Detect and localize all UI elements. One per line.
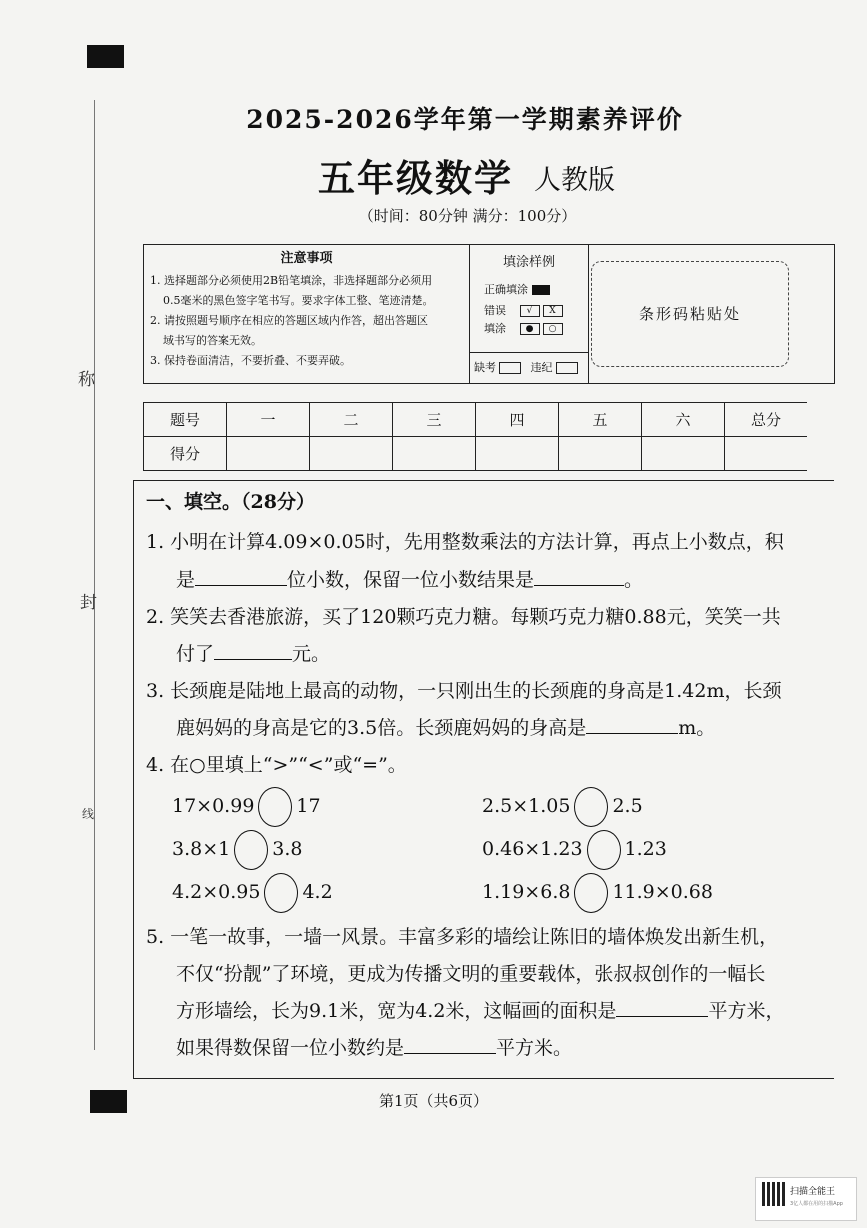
notes-item: 3. 保持卷面清洁，不要折叠、不要弄破。 — [150, 354, 351, 367]
q5-text-b: 平方米， — [708, 1000, 785, 1022]
table-cell: 三 — [393, 403, 476, 437]
filled-dot-icon: ● — [520, 323, 540, 335]
question-5-line-3 — [176, 996, 784, 1023]
compare-right: 11.9×0.68 — [612, 881, 713, 903]
watermark-sub: 3亿人都在用的扫描App — [790, 1201, 843, 1207]
table-cell: 五 — [559, 403, 642, 437]
correct-fill-label: 正确填涂 — [484, 283, 528, 296]
compare-left: 17×0.99 — [172, 795, 255, 817]
notes-item: 1. 选择题部分必须使用2B铅笔填涂，非选择题部分必须用 — [150, 274, 433, 287]
correct-fill-swatch — [532, 285, 550, 295]
question-3-line-2 — [176, 713, 715, 740]
compare-right: 2.5 — [612, 795, 643, 817]
question-5-line-2: 不仅“扮靓”了环境，更成为传播文明的重要载体，张叔叔创作的一幅长 — [176, 963, 766, 985]
score-input-cell[interactable] — [642, 437, 725, 471]
scanner-watermark — [755, 1177, 857, 1221]
exam-time-info: （时间：80分钟 满分：100分） — [358, 207, 577, 225]
check-mark-icon: √ — [520, 305, 540, 317]
score-table-score-row — [144, 437, 808, 471]
compare-item — [172, 830, 302, 870]
table-cell: 题号 — [144, 403, 227, 437]
score-input-cell[interactable] — [725, 437, 808, 471]
q3-text-b: m。 — [678, 717, 716, 739]
compare-circle[interactable] — [587, 830, 621, 870]
answer-blank-q1-a[interactable] — [195, 565, 287, 586]
compare-item — [172, 787, 321, 827]
section-fill-in — [133, 480, 834, 1079]
compare-right: 3.8 — [272, 838, 303, 860]
q5-text-d: 平方米。 — [496, 1037, 573, 1059]
q1-text-c: 。 — [624, 569, 644, 591]
compare-right: 4.2 — [302, 881, 333, 903]
table-cell: 四 — [476, 403, 559, 437]
wrong-fill-label: 错误 — [484, 304, 506, 317]
page-footer: 第1页（共6页） — [378, 1092, 489, 1110]
binding-label-3: 线 — [82, 807, 95, 821]
compare-left: 4.2×0.95 — [172, 881, 261, 903]
question-1-line-2 — [176, 565, 643, 592]
instructions-box — [143, 244, 835, 384]
binding-line — [94, 100, 95, 1050]
score-input-cell[interactable] — [476, 437, 559, 471]
compare-item — [482, 830, 667, 870]
score-table — [143, 402, 807, 471]
wrong-fill-label-2: 填涂 — [484, 322, 506, 335]
exam-edition: 人教版 — [534, 165, 615, 196]
barcode-area: 条形码粘贴处 — [591, 261, 789, 367]
score-input-cell[interactable] — [559, 437, 642, 471]
q1-text-b: 位小数，保留一位小数结果是 — [287, 569, 535, 591]
notes-item: 0.5毫米的黑色签字笔书写。要求字体工整、笔迹清楚。 — [163, 294, 434, 307]
exam-year-title: 2025-2026学年第一学期素养评价 — [246, 105, 684, 134]
fill-sample-title: 填涂样例 — [502, 255, 555, 270]
binding-label-2: 封 — [80, 593, 97, 613]
compare-item — [172, 873, 333, 913]
qr-code-icon — [762, 1182, 786, 1206]
cross-mark-icon: X — [543, 305, 563, 317]
notes-item: 2. 请按照题号顺序在相应的答题区域内作答，超出答题区 — [150, 314, 428, 327]
compare-item — [482, 787, 643, 827]
compare-right: 1.23 — [624, 838, 667, 860]
q3-text-a: 鹿妈妈的身高是它的3.5倍。长颈鹿妈妈的身高是 — [176, 717, 587, 739]
absent-row — [470, 352, 588, 383]
question-5-line-4 — [176, 1033, 572, 1060]
fill-sample-panel — [470, 245, 589, 383]
hollow-dot-icon: ○ — [543, 323, 563, 335]
table-cell: 得分 — [144, 437, 227, 471]
score-input-cell[interactable] — [393, 437, 476, 471]
question-5-line-1: 5. 一笔一故事，一墙一风景。丰富多彩的墙绘让陈旧的墙体焕发出新生机， — [146, 926, 779, 948]
answer-blank-q5-a[interactable] — [616, 996, 708, 1017]
score-input-cell[interactable] — [310, 437, 393, 471]
score-table-header-row — [144, 403, 808, 437]
compare-circle[interactable] — [574, 873, 608, 913]
violation-checkbox[interactable] — [556, 362, 578, 374]
answer-blank-q3[interactable] — [586, 713, 678, 734]
notes-item: 域书写的答案无效。 — [163, 334, 262, 347]
compare-circle[interactable] — [574, 787, 608, 827]
answer-blank-q1-b[interactable] — [534, 565, 624, 586]
q1-text-a: 是 — [176, 569, 196, 591]
answer-blank-q5-b[interactable] — [404, 1033, 496, 1054]
compare-circle[interactable] — [258, 787, 292, 827]
compare-circle[interactable] — [234, 830, 268, 870]
q2-text-a: 付了 — [176, 643, 215, 665]
compare-left: 2.5×1.05 — [482, 795, 571, 817]
q2-text-b: 元。 — [292, 643, 331, 665]
compare-left: 3.8×1 — [172, 838, 231, 860]
wrong-fill-row-2 — [484, 320, 563, 336]
table-cell: 六 — [642, 403, 725, 437]
compare-item — [482, 873, 713, 913]
violation-label: 违纪 — [530, 361, 553, 374]
answer-blank-q2[interactable] — [214, 639, 292, 660]
absent-label: 缺考 — [474, 361, 496, 374]
table-cell: 二 — [310, 403, 393, 437]
notes-list — [144, 271, 469, 371]
question-4-line-1: 4. 在○里填上“>”“<”或“=”。 — [146, 754, 407, 776]
score-input-cell[interactable] — [227, 437, 310, 471]
compare-right: 17 — [296, 795, 321, 817]
question-3-line-1: 3. 长颈鹿是陆地上最高的动物，一只刚出生的长颈鹿的身高是1.42m，长颈 — [146, 680, 782, 702]
wrong-fill-row-1 — [484, 302, 563, 318]
notes-title: 注意事项 — [280, 251, 333, 266]
q5-text-c: 如果得数保留一位小数约是 — [176, 1037, 405, 1059]
alignment-marker-top — [87, 45, 124, 68]
compare-circle[interactable] — [264, 873, 298, 913]
notes-panel — [144, 245, 470, 383]
absent-checkbox[interactable] — [499, 362, 521, 374]
exam-subject-title: 五年级数学 — [318, 156, 513, 200]
question-2-line-2 — [176, 639, 330, 666]
table-cell: 总分 — [725, 403, 808, 437]
section-title: 一、填空。（28分） — [146, 491, 315, 513]
compare-left: 1.19×6.8 — [482, 881, 571, 903]
binding-label-1: 称 — [78, 370, 95, 390]
correct-fill-row — [484, 281, 550, 297]
watermark-brand: 扫描全能王 — [790, 1187, 836, 1197]
question-2-line-1: 2. 笑笑去香港旅游，买了120颗巧克力糖。每颗巧克力糖0.88元，笑笑一共 — [146, 606, 781, 628]
table-cell: 一 — [227, 403, 310, 437]
q5-text-a: 方形墙绘，长为9.1米，宽为4.2米，这幅画的面积是 — [176, 1000, 617, 1022]
compare-left: 0.46×1.23 — [482, 838, 583, 860]
question-1-line-1: 1. 小明在计算4.09×0.05时，先用整数乘法的方法计算，再点上小数点，积 — [146, 531, 784, 553]
